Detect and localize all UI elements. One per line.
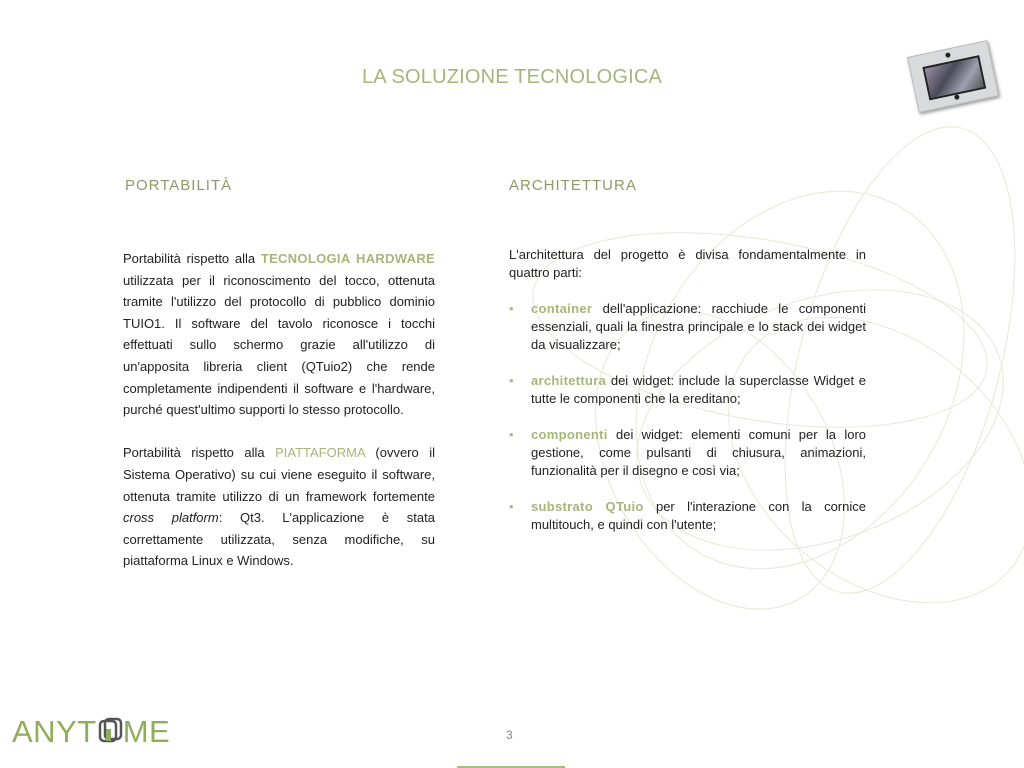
text: per l'interazione con la cornice multitouch, e quindi con l'utente;	[531, 499, 866, 532]
portability-heading: PORTABILITÀ	[125, 177, 233, 194]
text: Portabilità rispetto alla	[123, 445, 276, 461]
keyword: container	[531, 301, 593, 316]
bullet-icon: •	[509, 301, 514, 316]
text: dei widget: elementi comuni per la loro gestione, come pulsanti di chiusura, animazioni, funzionalità per il disegno e così via;	[531, 427, 866, 478]
keyword: PIATTAFORMA	[275, 445, 365, 461]
keyword: componenti	[531, 427, 608, 442]
architecture-intro: L'architettura del progetto è divisa fondamentalmente in quattro parti:	[509, 247, 866, 280]
list-item	[509, 498, 866, 534]
keyword: substrato QTuio	[531, 499, 644, 514]
bullet-icon: •	[509, 427, 514, 442]
text: utilizzata per il riconoscimento del tocco, ottenuta tramite l'utilizzo del protocollo di pubblico dominio TUIO1. Il software del tavolo riconosce i tocchi effettuati sullo schermo grazie all'utilizzo di un'apposita libreria client (QTuio2) che rende completamente indipendenti il software e l'hardware, purché quest'ultimo supporti lo stesso protocollo.	[123, 272, 435, 418]
keyword: architettura	[531, 373, 607, 388]
anytime-logo	[12, 714, 170, 750]
text: dei widget: include la superclasse Widget e tutte le componenti che la ereditano;	[531, 373, 866, 406]
logo-touch-icon	[97, 717, 123, 745]
emphasis: cross platform	[123, 510, 219, 526]
list-item	[509, 426, 866, 480]
logo-text: ME	[122, 714, 171, 749]
text: Portabilità rispetto alla	[123, 251, 261, 266]
list-item	[509, 372, 866, 408]
bullet-icon: •	[509, 499, 514, 514]
portability-platform-paragraph	[123, 442, 435, 572]
page-number: 3	[506, 728, 513, 742]
portability-text	[123, 248, 435, 594]
keyword: TECNOLOGIA HARDWARE	[260, 251, 435, 266]
architecture-heading: ARCHITETTURA	[509, 177, 637, 194]
text: (ovvero il Sistema Operativo) su cui viene eseguito il software, ottenuta tramite utilizzo di un framework fortemente	[123, 445, 435, 504]
slide-title: LA SOLUZIONE TECNOLOGICA	[361, 66, 663, 88]
logo-text: ANYT	[12, 714, 97, 749]
text: dell'applicazione: racchiude le componenti essenziali, quali la finestra principale e lo stack dei widget da visualizzare;	[531, 301, 866, 352]
architecture-list	[509, 300, 866, 534]
architecture-text	[509, 246, 866, 552]
text: : Qt3. L'applicazione è stata correttamente utilizzata, senza modifiche, su piattaforma Linux e Windows.	[123, 510, 435, 569]
list-item	[509, 300, 866, 354]
bullet-icon: •	[509, 373, 514, 388]
portability-hardware-paragraph	[123, 248, 435, 421]
